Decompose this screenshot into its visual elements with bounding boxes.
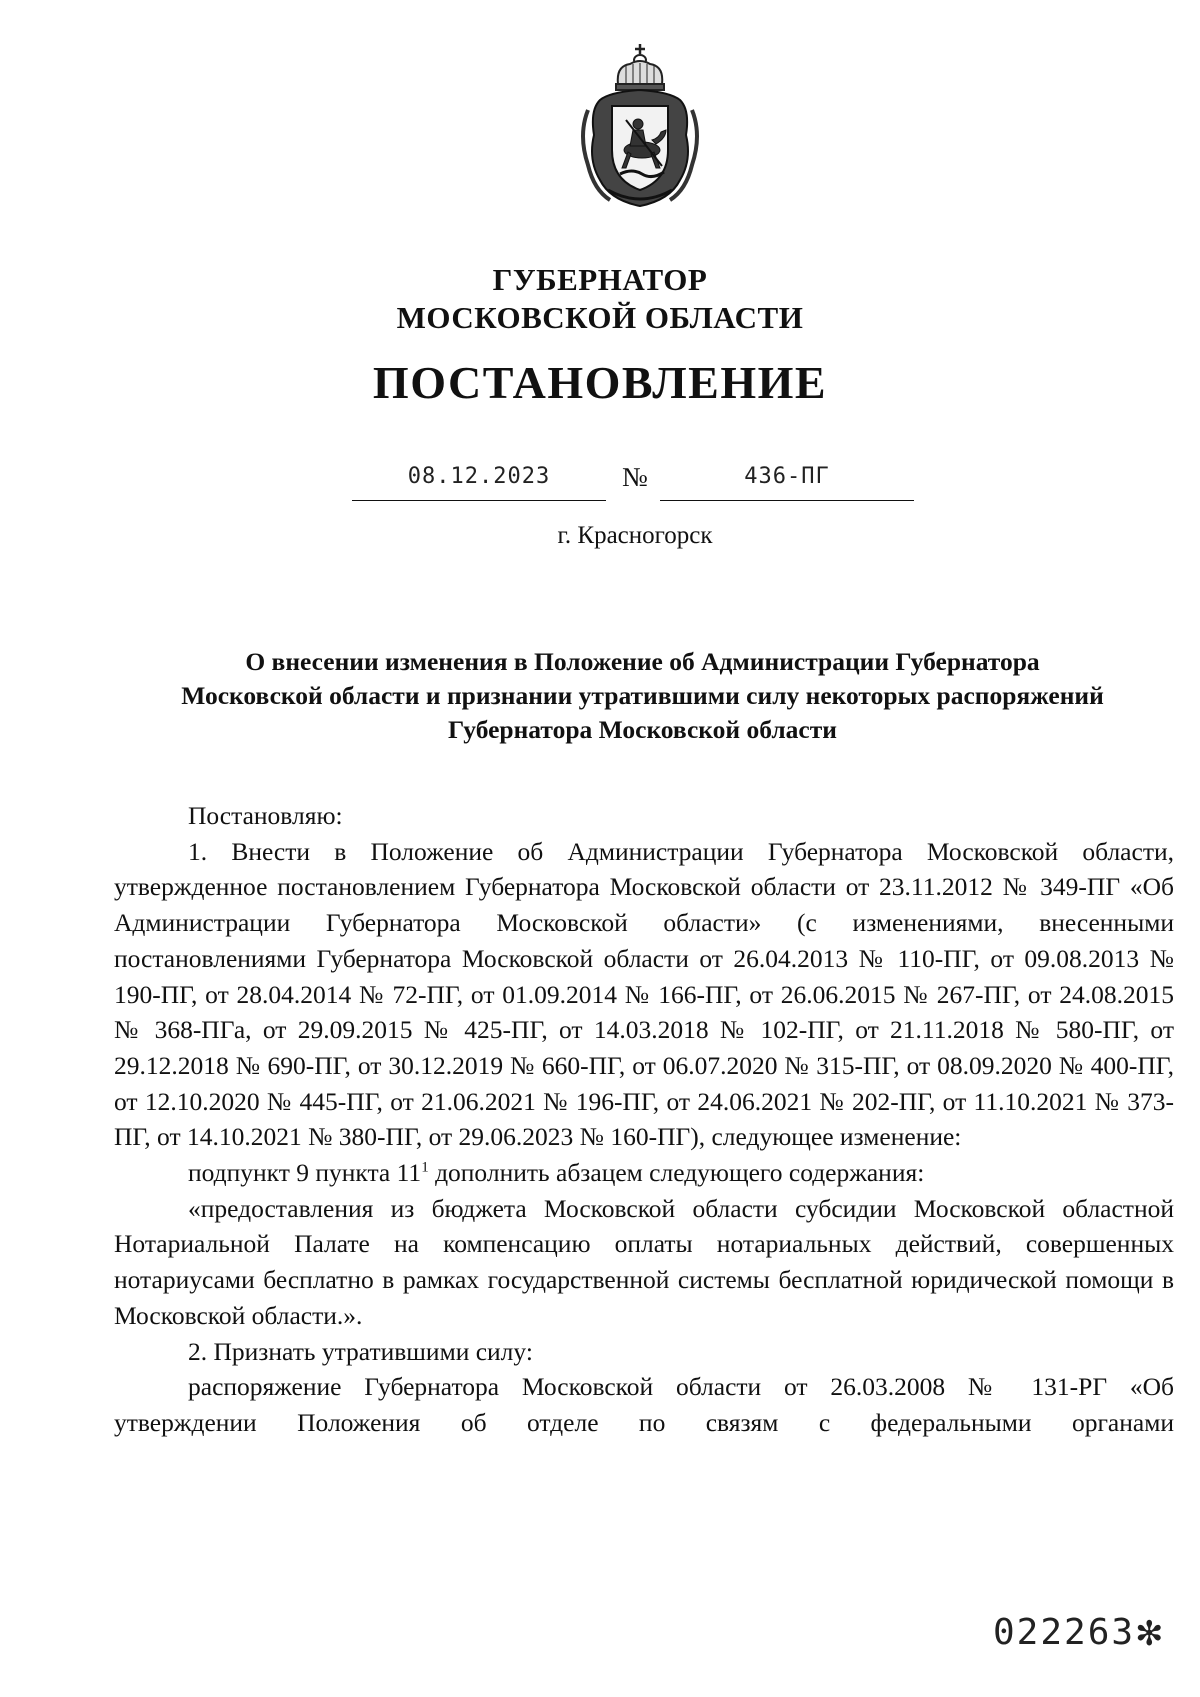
number-field [660, 460, 914, 501]
subitem-superscript: 1 [421, 1159, 429, 1176]
document-date: 08.12.2023 [407, 464, 551, 489]
subitem-text-end: дополнить абзацем следующего содержания: [428, 1158, 925, 1188]
title-line-3: Губернатора Московской области [448, 715, 837, 744]
title-line-1: О внесении изменения в Положение об Администрации Губернатора [245, 647, 1040, 676]
form-serial-number: 022263 [993, 1612, 1136, 1653]
document-body [114, 798, 1174, 1441]
number-sign: № [622, 462, 648, 492]
item-2-paragraph: 2. Признать утратившими силу: [188, 1336, 533, 1366]
subitem-paragraph [114, 1155, 1174, 1191]
subitem-text-start: подпункт 9 пункта 11 [188, 1158, 422, 1188]
coat-of-arms-icon [570, 40, 710, 210]
document-type: ПОСТАНОВЛЕНИЕ [372, 357, 828, 408]
item-1-paragraph: 1. Внести в Положение об Администрации Губернатора Московской области, утвержденное постановлением Губернатора Московской области от 23.11.2012 № 349-ПГ «Об Администрации Губернатора Московской области» (с изменениями, внесенными постановлениями Губернатора Московской области от 26.04.2013 № 110-ПГ, от 09.08.2013 № 190-ПГ, от 28.04.2014 № 72-ПГ, от 01.09.2014 № 166-ПГ, от 26.06.2015 № 267-ПГ, от 24.08.2015 № 368-ПГа, от 29.09.2015 № 425-ПГ, от 14.03.2018 № 102-ПГ, от 21.11.2018 № 580-ПГ, от 29.12.2018 № 690-ПГ, от 30.12.2019 № 660-ПГ, от 06.07.2020 № 315-ПГ, от 08.09.2020 № 400-ПГ, от 12.10.2020 № 445-ПГ, от 21.06.2021 № 196-ПГ, от 24.06.2021 № 202-ПГ, от 11.10.2021 № 373-ПГ, от 14.10.2021 № 380-ПГ, от 29.06.2023 № 160-ПГ), следующее изменение: [114, 836, 1174, 1152]
city-of-issue: г. Красногорск [557, 522, 713, 549]
intro-paragraph: Постановляю: [188, 801, 343, 830]
issuer-title-line1: ГУБЕРНАТОР [492, 262, 708, 297]
title-line-2: Московской области и признании утратившими силу некоторых распоряжений [181, 681, 1104, 710]
serial-mark-icon: ✻ [1135, 1616, 1164, 1653]
document-number: 436-ПГ [744, 464, 830, 489]
date-field [352, 460, 606, 501]
issuer-title-line2: МОСКОВСКОЙ ОБЛАСТИ [396, 300, 804, 335]
item-2-text-paragraph: распоряжение Губернатора Московской области от 26.03.2008 № 131-РГ «Об утверждении Положения об отделе по связям с федеральными органами [114, 1372, 1174, 1437]
quoted-amendment-paragraph: «предоставления из бюджета Московской области субсидии Московской областной Нотариальной Палате на компенсацию оплаты нотариальных действий, совершенных нотариусами бесплатно в рамках государственной системы бесплатной юридической помощи в Московской области.». [114, 1193, 1174, 1330]
document-title [110, 645, 1175, 747]
